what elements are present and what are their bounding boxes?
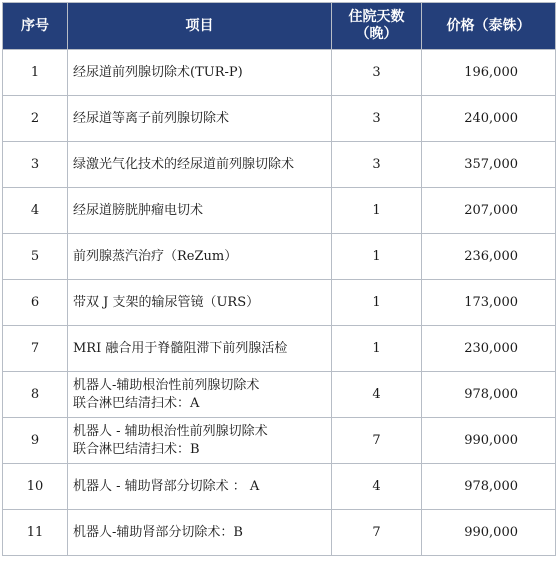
row-days: 1 — [332, 234, 422, 280]
table-row — [3, 280, 556, 326]
row-price: 230,000 — [422, 326, 556, 372]
table-row — [3, 96, 556, 142]
row-procedure — [68, 372, 332, 418]
row-procedure — [68, 142, 332, 188]
row-price: 978,000 — [422, 464, 556, 510]
procedure-name: 经尿道等离子前列腺切除术 — [73, 110, 230, 126]
row-days: 1 — [332, 326, 422, 372]
row-days: 4 — [332, 464, 422, 510]
row-procedure — [68, 464, 332, 510]
table-row — [3, 372, 556, 418]
row-price: 240,000 — [422, 96, 556, 142]
row-procedure — [68, 510, 332, 556]
table-row — [3, 326, 556, 372]
table-row — [3, 188, 556, 234]
procedure-name: 前列腺蒸汽治疗（ReZum） — [73, 248, 238, 264]
procedure-name: 机器人 - 辅助肾部分切除术 ： A — [73, 478, 260, 494]
procedure-name: 机器人-辅助根治性前列腺切除术 — [73, 377, 260, 393]
procedure-name: 机器人 - 辅助根治性前列腺切除术 — [73, 423, 268, 439]
table-header-row — [3, 3, 556, 50]
row-days: 3 — [332, 50, 422, 96]
row-price: 990,000 — [422, 510, 556, 556]
row-number: 1 — [3, 50, 68, 96]
row-price: 196,000 — [422, 50, 556, 96]
row-price: 978,000 — [422, 372, 556, 418]
row-price: 357,000 — [422, 142, 556, 188]
header-no: 序号 — [3, 3, 68, 50]
price-table — [2, 2, 556, 556]
header-price: 价格（泰铢） — [422, 3, 556, 50]
procedure-name: 机器人-辅助肾部分切除术：B — [73, 524, 243, 540]
row-number: 8 — [3, 372, 68, 418]
header-days — [332, 3, 422, 50]
table-row — [3, 142, 556, 188]
row-days: 7 — [332, 510, 422, 556]
row-procedure — [68, 326, 332, 372]
procedure-name: 带双 J 支架的输尿管镜（URS） — [73, 294, 260, 310]
header-days-unit: （晚） — [355, 26, 398, 42]
row-procedure — [68, 234, 332, 280]
procedure-name: 绿激光气化技术的经尿道前列腺切除术 — [73, 156, 295, 172]
row-number: 9 — [3, 418, 68, 464]
row-number: 6 — [3, 280, 68, 326]
row-days: 4 — [332, 372, 422, 418]
table-row — [3, 50, 556, 96]
header-days-label: 住院天数 — [348, 9, 405, 25]
row-days: 1 — [332, 188, 422, 234]
row-number: 5 — [3, 234, 68, 280]
row-number: 10 — [3, 464, 68, 510]
row-procedure — [68, 418, 332, 464]
row-number: 7 — [3, 326, 68, 372]
row-price: 236,000 — [422, 234, 556, 280]
procedure-name-line2: 联合淋巴结清扫术：B — [73, 441, 200, 457]
table-row — [3, 234, 556, 280]
row-price: 207,000 — [422, 188, 556, 234]
row-procedure — [68, 96, 332, 142]
row-days: 7 — [332, 418, 422, 464]
row-number: 2 — [3, 96, 68, 142]
row-price: 173,000 — [422, 280, 556, 326]
table-row — [3, 510, 556, 556]
header-item: 项目 — [68, 3, 332, 50]
table-row — [3, 464, 556, 510]
row-procedure — [68, 280, 332, 326]
procedure-name: MRI 融合用于脊髓阻滞下前列腺活检 — [73, 340, 288, 356]
procedure-name: 经尿道前列腺切除术(TUR-P) — [73, 64, 243, 80]
row-days: 3 — [332, 142, 422, 188]
row-procedure — [68, 50, 332, 96]
row-days: 1 — [332, 280, 422, 326]
row-number: 3 — [3, 142, 68, 188]
table-row — [3, 418, 556, 464]
row-number: 4 — [3, 188, 68, 234]
row-days: 3 — [332, 96, 422, 142]
row-price: 990,000 — [422, 418, 556, 464]
procedure-name-line2: 联合淋巴结清扫术：A — [73, 395, 200, 411]
row-number: 11 — [3, 510, 68, 556]
row-procedure — [68, 188, 332, 234]
procedure-name: 经尿道膀胱肿瘤电切术 — [73, 202, 204, 218]
